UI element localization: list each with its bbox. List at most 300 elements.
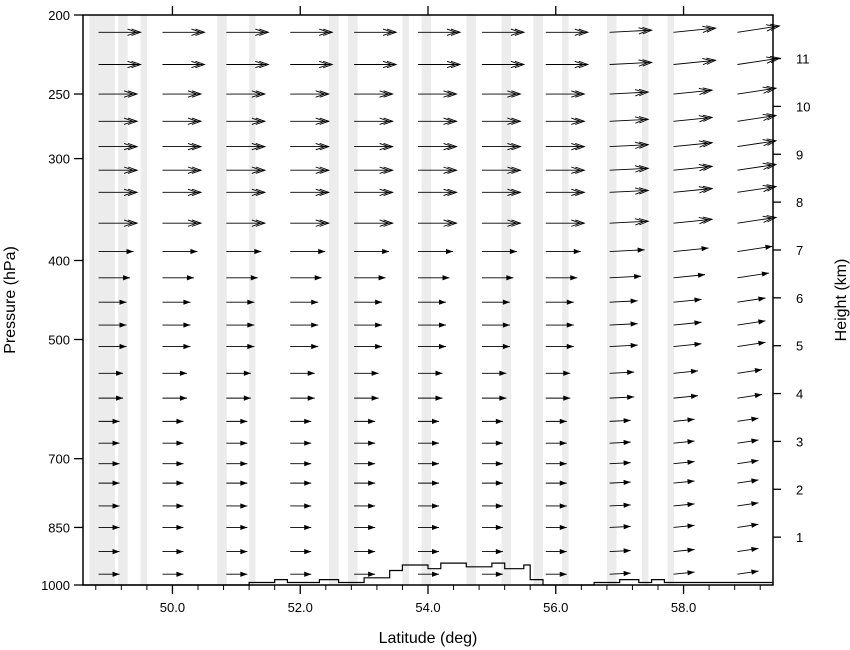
wind-vector-10-9 [737, 272, 769, 278]
wind-vector-1-12 [162, 344, 190, 349]
pressure-tick-label: 300 [48, 151, 70, 167]
wind-vector-9-19 [674, 502, 695, 507]
vector-head [432, 441, 439, 446]
vector-head [432, 549, 439, 554]
shaded-band-11 [533, 15, 543, 585]
pressure-tick-label: 200 [48, 8, 70, 23]
wind-vector-6-19 [482, 503, 503, 508]
vector-head [240, 441, 247, 446]
vector-head [372, 371, 379, 376]
vector-head [439, 344, 446, 349]
vector-head [368, 441, 375, 446]
wind-vector-10-12 [737, 341, 765, 347]
wind-vector-3-5 [290, 167, 329, 173]
wind-vector-2-6 [226, 189, 265, 195]
wind-vector-10-17 [737, 459, 758, 464]
vector-head [240, 481, 247, 486]
wind-vector-3-16 [290, 441, 311, 446]
vector-head [687, 439, 694, 444]
wind-vector-4-6 [354, 189, 393, 195]
vector-head [176, 549, 183, 554]
wind-vector-10-21 [737, 547, 758, 552]
wind-vector-10-3 [737, 114, 776, 122]
wind-vector-3-14 [290, 396, 315, 401]
vector-head [183, 322, 190, 327]
wind-vector-3-21 [290, 549, 311, 554]
wind-vector-6-20 [482, 525, 503, 530]
vector-head [687, 570, 694, 575]
wind-vector-9-3 [674, 115, 713, 122]
wind-vector-6-6 [482, 189, 521, 195]
vector-shaft [674, 219, 713, 223]
wind-vector-6-22 [482, 572, 503, 577]
vector-head [439, 322, 446, 327]
wind-vector-1-20 [162, 525, 183, 530]
wind-vector-9-7 [674, 217, 713, 224]
wind-vector-4-0 [354, 29, 396, 35]
vector-head [311, 344, 318, 349]
vector-head [687, 548, 694, 553]
vector-head [368, 481, 375, 486]
wind-vector-9-4 [674, 140, 713, 147]
vector-shaft [674, 90, 713, 94]
wind-vector-3-15 [290, 419, 311, 424]
wind-vector-1-6 [162, 189, 201, 195]
vector-head [375, 344, 382, 349]
vector-head [567, 344, 574, 349]
shaded-band-5 [329, 15, 339, 585]
wind-vector-6-17 [482, 461, 503, 466]
shaded-band-8 [422, 15, 432, 585]
wind-vector-3-20 [290, 525, 311, 530]
wind-vector-10-13 [737, 368, 762, 373]
wind-vector-1-2 [162, 91, 201, 97]
vector-head [436, 396, 443, 401]
wind-vector-10-7 [737, 216, 776, 224]
vector-head [176, 419, 183, 424]
vector-head [432, 525, 439, 530]
wind-vector-3-22 [290, 572, 311, 577]
vector-head [304, 419, 311, 424]
wind-vector-9-11 [674, 320, 702, 325]
pressure-tick-label: 250 [48, 87, 70, 103]
vector-head [751, 523, 758, 528]
wind-vector-2-22 [226, 572, 247, 577]
pressure-tick-label: 850 [48, 520, 70, 536]
wind-vector-4-13 [354, 371, 379, 376]
wind-vector-4-5 [354, 167, 393, 173]
wind-vector-4-1 [354, 61, 396, 67]
vector-head [308, 371, 315, 376]
wind-vector-2-2 [226, 91, 265, 97]
vector-head [240, 549, 247, 554]
vector-head [567, 300, 574, 305]
shaded-band-6 [348, 15, 358, 585]
y-left-axis-title: Pressure (hPa) [2, 246, 19, 354]
vector-shaft [674, 28, 716, 32]
wind-vector-3-7 [290, 220, 329, 226]
wind-vector-10-2 [737, 86, 776, 94]
vector-head [432, 481, 439, 486]
vector-shaft [674, 166, 713, 170]
pressure-tick-label: 700 [48, 451, 70, 467]
x-tick-label: 52.0 [287, 600, 313, 615]
vector-head [190, 249, 197, 254]
wind-vector-1-19 [162, 503, 183, 508]
vector-head [368, 525, 375, 530]
vector-head [758, 319, 765, 324]
wind-vector-3-12 [290, 344, 318, 349]
wind-vector-2-13 [226, 371, 251, 376]
vector-head [240, 525, 247, 530]
wind-vector-10-15 [737, 417, 758, 422]
vector-head [694, 298, 701, 303]
vector-head [304, 503, 311, 508]
height-tick-label: 3 [796, 434, 804, 450]
vector-head [382, 249, 389, 254]
vector-head [240, 419, 247, 424]
vector-head [751, 459, 758, 464]
vector-head [318, 249, 325, 254]
vector-shaft [674, 117, 713, 121]
vector-head [183, 344, 190, 349]
wind-vector-6-8 [482, 249, 517, 254]
vector-head [304, 525, 311, 530]
height-tick-label: 6 [796, 290, 804, 306]
height-tick-label: 4 [796, 386, 804, 402]
wind-vector-4-4 [354, 143, 393, 149]
wind-vector-4-9 [354, 275, 386, 280]
wind-vector-9-14 [674, 394, 699, 399]
shaded-band-13 [607, 15, 617, 585]
wind-vector-1-22 [162, 572, 183, 577]
vector-head [432, 419, 439, 424]
wind-vector-9-22 [674, 570, 695, 575]
wind-vector-9-15 [674, 417, 695, 422]
vector-head [432, 503, 439, 508]
vector-head [375, 322, 382, 327]
vector-head [183, 300, 190, 305]
vector-head [751, 547, 758, 552]
wind-vector-1-3 [162, 118, 201, 124]
wind-vector-2-5 [226, 167, 265, 173]
wind-vector-9-20 [674, 523, 695, 528]
vector-shaft [674, 60, 716, 64]
vector-head [127, 249, 134, 254]
wind-vector-10-4 [737, 139, 776, 147]
wind-vector-3-8 [290, 249, 325, 254]
vector-head [687, 479, 694, 484]
vector-head [687, 523, 694, 528]
vector-head [311, 322, 318, 327]
height-tick-label: 8 [796, 195, 804, 211]
wind-vector-3-6 [290, 189, 329, 195]
wind-vector-9-8 [674, 246, 709, 251]
wind-vector-2-18 [226, 481, 247, 486]
vector-head [627, 370, 634, 375]
wind-vector-2-17 [226, 461, 247, 466]
vector-head [372, 396, 379, 401]
vector-head [624, 503, 631, 508]
shaded-band-0 [89, 15, 115, 585]
wind-vector-9-10 [674, 298, 702, 303]
vector-head [176, 481, 183, 486]
vector-head [176, 572, 183, 577]
wind-vector-4-8 [354, 249, 389, 254]
wind-vector-3-11 [290, 322, 318, 327]
wind-vector-10-18 [737, 478, 758, 483]
vector-head [687, 460, 694, 465]
wind-vector-9-9 [674, 273, 706, 278]
vector-head [368, 503, 375, 508]
vector-head [510, 249, 517, 254]
wind-vector-6-5 [482, 167, 521, 173]
wind-vector-9-17 [674, 460, 695, 465]
wind-vector-6-18 [482, 481, 503, 486]
wind-vector-3-2 [290, 91, 329, 97]
wind-vector-1-7 [162, 220, 201, 226]
y-right-axis-title: Height (km) [833, 258, 850, 342]
vector-head [379, 275, 386, 280]
vector-head [432, 572, 439, 577]
vector-head [751, 501, 758, 506]
vector-head [755, 393, 762, 398]
vector-head [176, 503, 183, 508]
vector-head [624, 460, 631, 465]
shaded-band-15 [668, 15, 674, 585]
wind-vector-10-5 [737, 163, 776, 171]
wind-vector-1-0 [162, 29, 204, 35]
x-tick-label: 58.0 [670, 600, 697, 615]
vector-head [755, 368, 762, 373]
vector-head [624, 548, 631, 553]
wind-vector-1-11 [162, 322, 190, 327]
wind-vector-1-10 [162, 300, 190, 305]
height-tick-label: 10 [796, 99, 811, 115]
vector-head [180, 371, 187, 376]
wind-vector-3-18 [290, 481, 311, 486]
vector-head [624, 440, 631, 445]
vector-head [624, 418, 631, 423]
wind-vector-2-15 [226, 419, 247, 424]
vector-head [304, 572, 311, 577]
vector-head [304, 481, 311, 486]
wind-vector-4-14 [354, 396, 379, 401]
x-tick-label: 54.0 [415, 600, 441, 615]
height-tick-label: 1 [796, 530, 804, 546]
shaded-band-7 [402, 15, 408, 585]
vector-shaft [674, 189, 713, 193]
shaded-band-4 [249, 15, 255, 585]
vector-head [315, 275, 322, 280]
height-tick-label: 7 [796, 242, 804, 258]
wind-vector-9-16 [674, 439, 695, 444]
vector-head [240, 461, 247, 466]
vector-head [436, 371, 443, 376]
wind-vector-2-3 [226, 118, 265, 124]
wind-vector-1-8 [162, 249, 197, 254]
wind-vector-3-1 [290, 61, 332, 67]
vector-head [187, 275, 194, 280]
wind-vector-10-11 [737, 319, 765, 325]
vector-head [304, 441, 311, 446]
wind-vector-1-14 [162, 396, 187, 401]
vector-head [751, 478, 758, 483]
wind-vector-7-9 [546, 275, 578, 280]
wind-vector-4-10 [354, 300, 382, 305]
wind-vector-1-4 [162, 143, 201, 149]
wind-vector-3-4 [290, 143, 329, 149]
wind-vector-1-9 [162, 275, 194, 280]
wind-vector-7-10 [546, 300, 574, 305]
wind-vector-1-13 [162, 371, 187, 376]
vector-head [691, 369, 698, 374]
wind-vector-4-3 [354, 118, 393, 124]
vector-head [176, 441, 183, 446]
vector-head [308, 396, 315, 401]
x-tick-label: 56.0 [543, 600, 569, 615]
shaded-bands [89, 15, 674, 585]
vector-head [691, 394, 698, 399]
wind-vector-7-11 [546, 322, 574, 327]
vector-head [443, 275, 450, 280]
vector-head [624, 571, 631, 576]
vector-head [751, 417, 758, 422]
wind-vector-3-3 [290, 118, 329, 124]
vector-head [765, 245, 772, 250]
wind-vector-4-7 [354, 220, 393, 226]
wind-vector-6-7 [482, 220, 521, 226]
wind-vector-4-11 [354, 322, 382, 327]
wind-vector-10-14 [737, 393, 762, 398]
wind-vector-3-17 [290, 461, 311, 466]
wind-vector-6-3 [482, 118, 521, 124]
height-tick-label: 2 [796, 482, 804, 498]
vector-head [694, 342, 701, 347]
wind-vector-9-21 [674, 548, 695, 553]
vector-head [375, 300, 382, 305]
height-tick-label: 11 [796, 51, 810, 67]
vector-head [758, 296, 765, 301]
wind-vector-10-16 [737, 438, 758, 443]
height-tick-label: 9 [796, 147, 804, 163]
vector-head [304, 549, 311, 554]
vector-head [627, 395, 634, 400]
wind-vector-1-17 [162, 461, 183, 466]
vector-head [176, 461, 183, 466]
wind-vector-6-16 [482, 441, 503, 446]
vector-head [254, 249, 261, 254]
wind-vector-3-10 [290, 300, 318, 305]
wind-vector-10-20 [737, 523, 758, 528]
wind-vector-10-8 [737, 245, 772, 252]
pressure-tick-label: 1000 [41, 578, 70, 593]
vector-head [687, 502, 694, 507]
vector-head [368, 572, 375, 577]
wind-vector-9-2 [674, 88, 713, 95]
wind-vector-4-12 [354, 344, 382, 349]
height-tick-label: 5 [796, 338, 804, 354]
wind-vector-6-4 [482, 143, 521, 149]
wind-vector-10-22 [737, 570, 758, 575]
wind-vector-1-15 [162, 419, 183, 424]
vector-head [624, 524, 631, 529]
vector-head [698, 273, 705, 278]
vector-head [570, 275, 577, 280]
wind-vector-10-6 [737, 185, 776, 193]
wind-vector-2-21 [226, 549, 247, 554]
shaded-band-2 [141, 15, 147, 585]
wind-vector-1-16 [162, 441, 183, 446]
vector-head [634, 274, 641, 279]
wind-vector-6-15 [482, 419, 503, 424]
vector-head [631, 299, 638, 304]
vector-head [751, 570, 758, 575]
vector-head [439, 300, 446, 305]
vector-head [240, 503, 247, 508]
vector-head [304, 461, 311, 466]
wind-vector-3-0 [290, 29, 332, 35]
vector-head [758, 341, 765, 346]
wind-vector-2-7 [226, 220, 265, 226]
vector-head [432, 461, 439, 466]
vector-head [311, 300, 318, 305]
wind-vector-2-0 [226, 29, 268, 35]
x-tick-label: 50.0 [159, 600, 186, 615]
wind-vector-1-5 [162, 167, 201, 173]
wind-vector-2-1 [226, 61, 268, 67]
pressure-tick-label: 500 [48, 332, 70, 348]
vector-head [180, 396, 187, 401]
wind-vector-2-4 [226, 143, 265, 149]
vector-shaft [674, 143, 713, 147]
vector-head [574, 249, 581, 254]
vector-head [751, 438, 758, 443]
vector-head [631, 343, 638, 348]
shaded-band-3 [217, 15, 227, 585]
vector-head [176, 525, 183, 530]
wind-vector-7-12 [546, 344, 574, 349]
wind-vector-9-5 [674, 164, 713, 171]
wind-vector-3-9 [290, 275, 322, 280]
wind-vector-10-10 [737, 296, 765, 302]
wind-vector-4-2 [354, 91, 393, 97]
vector-head [631, 321, 638, 326]
vector-head [567, 322, 574, 327]
wind-vector-2-16 [226, 441, 247, 446]
x-axis-title: Latitude (deg) [378, 630, 478, 647]
wind-vector-3-13 [290, 371, 315, 376]
vector-head [624, 480, 631, 485]
vector-head [446, 249, 453, 254]
wind-vector-2-20 [226, 525, 247, 530]
vector-head [240, 572, 247, 577]
wind-vector-2-14 [226, 396, 251, 401]
wind-vector-6-2 [482, 91, 521, 97]
shaded-band-9 [466, 15, 476, 585]
wind-vector-3-19 [290, 503, 311, 508]
wind-vector-2-8 [226, 249, 261, 254]
wind-vector-9-0 [674, 26, 716, 33]
vector-head [694, 320, 701, 325]
vector-head [368, 461, 375, 466]
wind-vector-6-21 [482, 549, 503, 554]
wind-vector-9-6 [674, 186, 713, 193]
wind-vector-1-18 [162, 481, 183, 486]
wind-vector-2-19 [226, 503, 247, 508]
vector-head [701, 246, 708, 251]
pressure-tick-label: 400 [48, 253, 70, 269]
